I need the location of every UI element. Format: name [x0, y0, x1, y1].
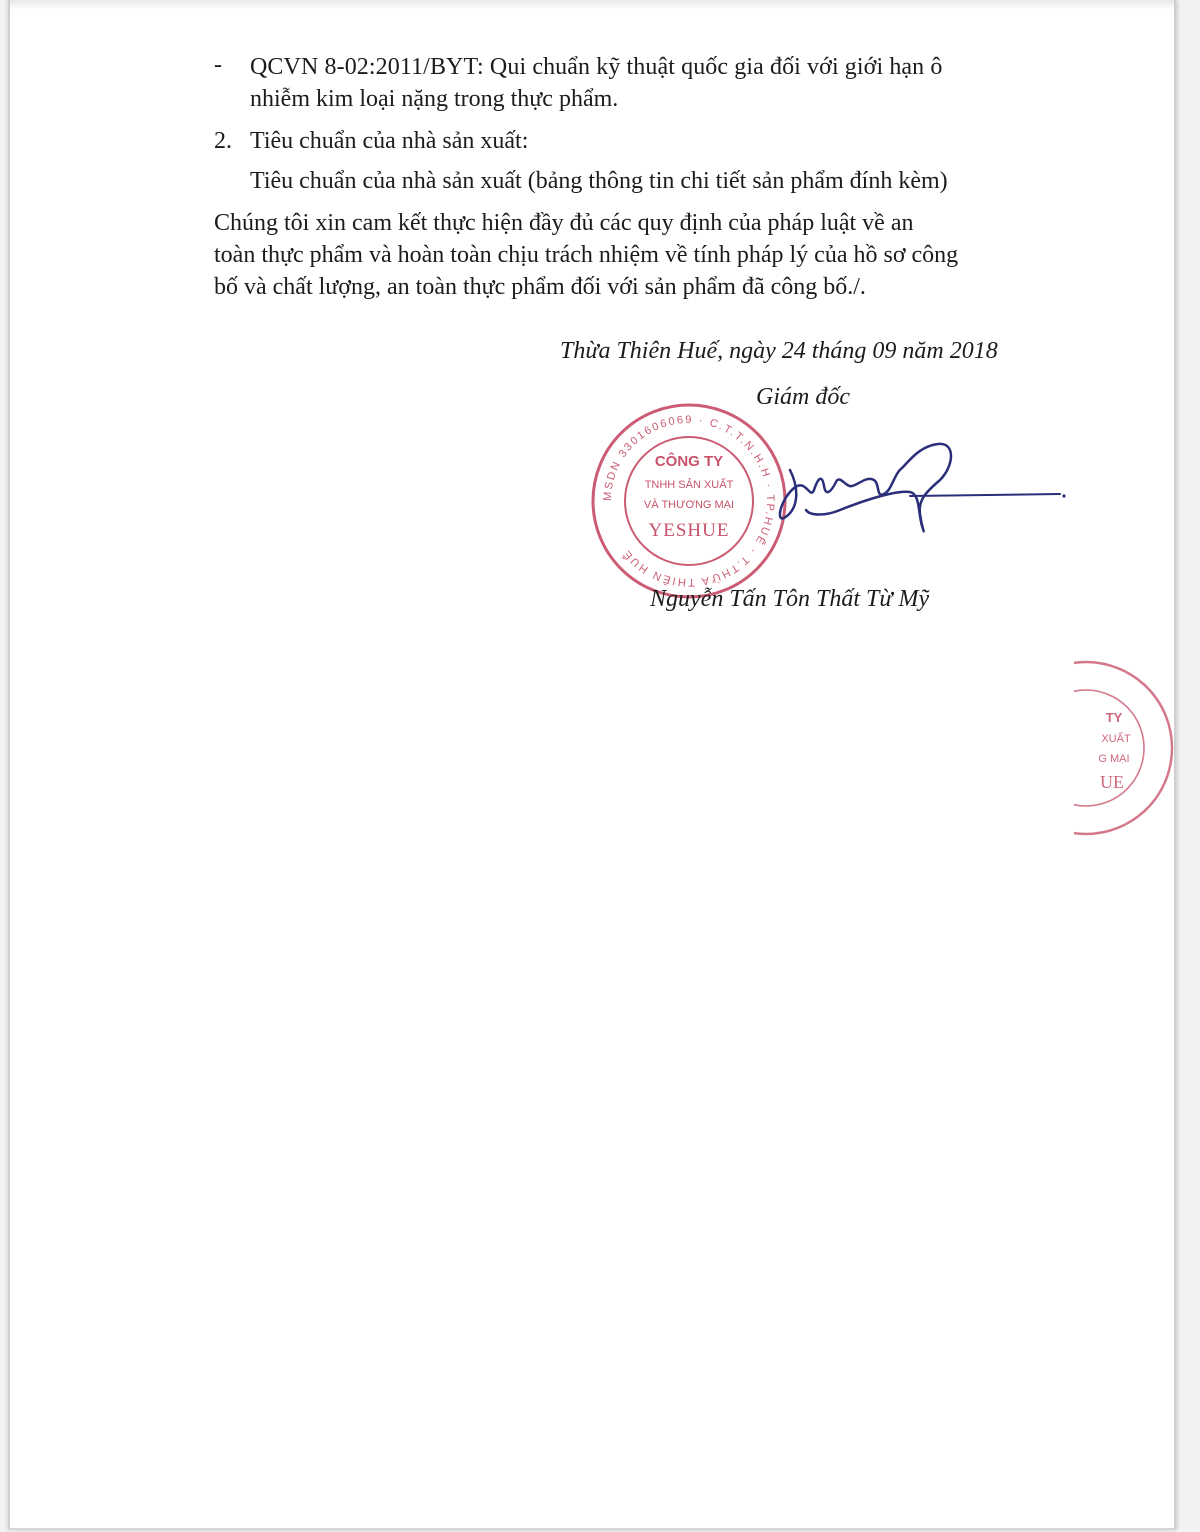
- edge-seal-line-2: XUẤT: [1101, 733, 1131, 745]
- seal-line-4: YESHUE: [648, 520, 730, 541]
- bullet-dash: -: [214, 52, 222, 78]
- commitment-line-2: toàn thực phẩm và hoàn toàn chịu trách nhiệm về tính pháp lý của hồ sơ công: [214, 242, 959, 268]
- signer-name: Nguyễn Tấn Tôn Thất Từ Mỹ: [650, 586, 930, 612]
- commitment-line-1: Chúng tôi xin cam kết thực hiện đầy đủ các quy định của pháp luật về an: [214, 210, 914, 236]
- bullet-line-2: nhiễm kim loại nặng trong thực phẩm.: [250, 86, 619, 112]
- company-seal-stamp: [588, 400, 790, 602]
- edge-seal-stamp: [1074, 652, 1174, 852]
- edge-seal-line-1: TY: [1105, 710, 1123, 725]
- edge-seal-line-4: UE: [1100, 772, 1124, 792]
- item-2-number: 2.: [214, 128, 232, 154]
- bullet-line-1: QCVN 8-02:2011/BYT: Qui chuẩn kỹ thuật quốc gia đối với giới hạn ô: [250, 54, 943, 80]
- edge-seal-line-3: G MẠI: [1098, 753, 1130, 765]
- commitment-line-3: bố và chất lượng, an toàn thực phẩm đối với sản phẩm đã công bố./.: [214, 274, 866, 300]
- seal-ring-text: MSDN 3301606069 · C.T.T.N.H.H · TP.HUẾ · T.THỪA THIÊN HUẾ: [601, 413, 777, 589]
- seal-line-2: TNHH SẢN XUẤT: [644, 479, 734, 491]
- document-page: [8, 0, 1176, 1530]
- place-date: Thừa Thiên Huế, ngày 24 tháng 09 năm 2018: [560, 338, 998, 364]
- seal-line-1: CÔNG TY: [654, 453, 724, 470]
- signer-title: Giám đốc: [756, 384, 850, 410]
- page-top-shadow: [10, 0, 1174, 10]
- seal-line-3: VÀ THƯƠNG MẠI: [643, 499, 735, 511]
- item-2-heading: Tiêu chuẩn của nhà sản xuất:: [250, 128, 529, 154]
- director-signature: [770, 430, 1070, 540]
- item-2-body: Tiêu chuẩn của nhà sản xuất (bảng thông tin chi tiết sản phẩm đính kèm): [250, 168, 948, 194]
